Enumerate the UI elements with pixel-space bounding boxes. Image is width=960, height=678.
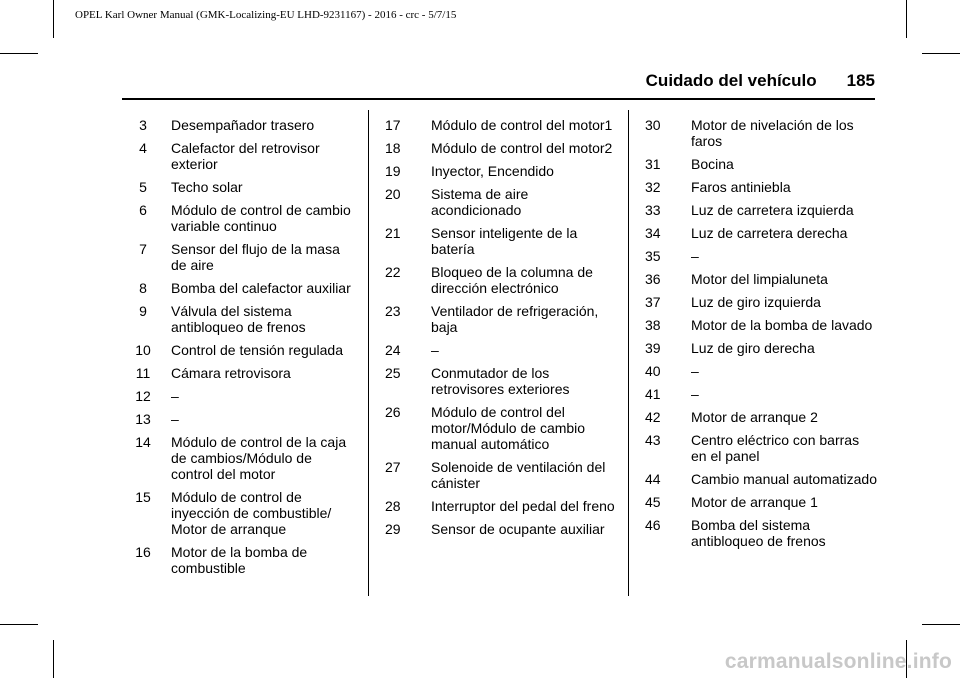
fuse-entry — [125, 342, 357, 358]
fuse-description: Techo solar — [171, 179, 243, 195]
fuse-description: Módulo de control de la caja de cambios/Módulo de control del motor — [171, 434, 347, 482]
fuse-description: Ventilador de refrigeración, baja — [431, 303, 599, 335]
fuse-number: 33 — [645, 202, 661, 218]
fuse-number: 7 — [139, 241, 147, 257]
fuse-description: Luz de giro izquierda — [691, 294, 821, 310]
fuse-description: Interruptor del pedal del freno — [431, 498, 615, 514]
fuse-entry — [385, 186, 617, 218]
fuse-number: 9 — [139, 303, 147, 319]
fuse-entry — [645, 225, 877, 241]
fuse-list-column-2 — [385, 117, 617, 544]
fuse-entry — [385, 163, 617, 179]
fuse-entry — [385, 117, 617, 133]
fuse-description: Módulo de control del motor1 — [431, 117, 613, 133]
crop-mark — [53, 0, 54, 38]
fuse-number: 3 — [139, 117, 147, 133]
fuse-description: Solenoide de ventilación del cánister — [431, 459, 606, 491]
fuse-entry — [125, 434, 357, 482]
fuse-description: Sensor inteligente de la batería — [431, 225, 578, 257]
fuse-entry — [125, 140, 357, 172]
page-number: 185 — [846, 71, 875, 90]
fuse-entry — [125, 280, 357, 296]
fuse-description: Motor de nivelación de los faros — [691, 117, 854, 149]
fuse-description: Motor de la bomba de combustible — [171, 544, 308, 576]
fuse-number: 41 — [645, 386, 661, 402]
fuse-entry — [125, 303, 357, 335]
fuse-entry — [385, 303, 617, 335]
fuse-description: Bomba del calefactor auxiliar — [171, 280, 351, 296]
fuse-number: 43 — [645, 432, 661, 448]
fuse-entry — [645, 340, 877, 356]
crop-mark — [922, 624, 960, 625]
fuse-entry — [125, 202, 357, 234]
fuse-entry — [645, 471, 877, 487]
fuse-entry — [645, 202, 877, 218]
fuse-entry — [645, 117, 877, 149]
fuse-number: 23 — [385, 303, 401, 319]
fuse-description: Luz de giro derecha — [691, 340, 815, 356]
fuse-number: 14 — [135, 434, 151, 450]
fuse-description: Módulo de control de cambio variable continuo — [171, 202, 351, 234]
fuse-number: 24 — [385, 342, 401, 358]
fuse-description: – — [691, 363, 699, 379]
fuse-description: Cambio manual automatizado — [691, 471, 877, 487]
fuse-number: 16 — [135, 544, 151, 560]
fuse-entry — [125, 544, 357, 576]
page-heading — [646, 71, 875, 91]
fuse-description: Sensor del flujo de la masa de aire — [171, 241, 340, 273]
fuse-entry — [385, 225, 617, 257]
fuse-number: 38 — [645, 317, 661, 333]
fuse-entry — [645, 294, 877, 310]
fuse-description: Centro eléctrico con barras en el panel — [691, 432, 860, 464]
fuse-description: Calefactor del retrovisor exterior — [171, 140, 320, 172]
fuse-entry — [645, 248, 877, 264]
fuse-entry — [385, 498, 617, 514]
fuse-number: 36 — [645, 271, 661, 287]
fuse-description: Sensor de ocupante auxiliar — [431, 521, 605, 537]
fuse-number: 8 — [139, 280, 147, 296]
fuse-description: Control de tensión regulada — [171, 342, 344, 358]
fuse-description: Bomba del sistema antibloqueo de frenos — [691, 517, 826, 549]
fuse-description: – — [431, 342, 439, 358]
fuse-description: – — [171, 411, 179, 427]
fuse-description: Faros antiniebla — [691, 179, 791, 195]
crop-mark — [53, 640, 54, 678]
fuse-description: Módulo de control del motor2 — [431, 140, 613, 156]
fuse-entry — [645, 271, 877, 287]
fuse-number: 19 — [385, 163, 401, 179]
fuse-entry — [125, 411, 357, 427]
column-divider — [628, 110, 629, 596]
fuse-number: 27 — [385, 459, 401, 475]
fuse-entry — [385, 521, 617, 537]
fuse-number: 20 — [385, 186, 401, 202]
fuse-entry — [645, 386, 877, 402]
fuse-number: 22 — [385, 264, 401, 280]
fuse-entry — [385, 365, 617, 397]
fuse-entry — [125, 241, 357, 273]
fuse-number: 34 — [645, 225, 661, 241]
fuse-description: Motor de arranque 1 — [691, 494, 818, 510]
fuse-description: Cámara retrovisora — [171, 365, 291, 381]
fuse-description: – — [691, 248, 699, 264]
fuse-entry — [645, 156, 877, 172]
fuse-description: Conmutador de los retrovisores exteriores — [431, 365, 570, 397]
fuse-description: Módulo de control de inyección de combustible/ Motor de arranque — [171, 489, 332, 537]
fuse-entry — [125, 388, 357, 404]
fuse-number: 11 — [135, 365, 151, 381]
fuse-number: 39 — [645, 340, 661, 356]
fuse-description: Bloqueo de la columna de dirección electrónico — [431, 264, 593, 296]
fuse-number: 12 — [135, 388, 151, 404]
fuse-number: 25 — [385, 365, 401, 381]
crop-mark — [922, 53, 960, 54]
fuse-description: Inyector, Encendido — [431, 163, 554, 179]
fuse-number: 4 — [139, 140, 147, 156]
fuse-number: 37 — [645, 294, 661, 310]
fuse-number: 18 — [385, 140, 401, 156]
crop-mark — [906, 0, 907, 38]
fuse-description: – — [691, 386, 699, 402]
fuse-number: 30 — [645, 117, 661, 133]
fuse-number: 26 — [385, 404, 401, 420]
fuse-entry — [385, 459, 617, 491]
crop-mark — [0, 624, 38, 625]
fuse-number: 28 — [385, 498, 401, 514]
fuse-description: Motor de la bomba de lavado — [691, 317, 873, 333]
fuse-number: 17 — [385, 117, 401, 133]
fuse-entry — [125, 179, 357, 195]
fuse-entry — [385, 404, 617, 452]
fuse-number: 31 — [645, 156, 661, 172]
fuse-number: 10 — [135, 342, 151, 358]
print-header: OPEL Karl Owner Manual (GMK-Localizing-EU LHD-9231167) - 2016 - crc - 5/7/15 — [75, 9, 457, 21]
fuse-entry — [385, 140, 617, 156]
fuse-description: Desempañador trasero — [171, 117, 315, 133]
fuse-description: Módulo de control del motor/Módulo de cambio manual automático — [431, 404, 586, 452]
fuse-number: 5 — [139, 179, 147, 195]
header-rule — [122, 98, 875, 100]
fuse-number: 40 — [645, 363, 661, 379]
fuse-number: 44 — [645, 471, 661, 487]
fuse-entry — [385, 342, 617, 358]
watermark: carmanualsonline.info — [724, 650, 952, 673]
fuse-number: 13 — [135, 411, 151, 427]
fuse-description: Motor de arranque 2 — [691, 409, 818, 425]
fuse-entry — [645, 363, 877, 379]
fuse-entry — [645, 409, 877, 425]
fuse-number: 42 — [645, 409, 661, 425]
fuse-entry — [125, 365, 357, 381]
fuse-entry — [385, 264, 617, 296]
fuse-list-column-3 — [645, 117, 877, 556]
fuse-description: Bocina — [691, 156, 734, 172]
fuse-entry — [645, 432, 877, 464]
fuse-number: 29 — [385, 521, 401, 537]
fuse-entry — [645, 517, 877, 549]
fuse-entry — [125, 117, 357, 133]
fuse-number: 45 — [645, 494, 661, 510]
fuse-number: 32 — [645, 179, 661, 195]
fuse-number: 15 — [135, 489, 151, 505]
fuse-description: – — [171, 388, 179, 404]
fuse-entry — [645, 179, 877, 195]
fuse-entry — [125, 489, 357, 537]
fuse-description: Sistema de aire acondicionado — [431, 186, 529, 218]
fuse-number: 6 — [139, 202, 147, 218]
fuse-entry — [645, 317, 877, 333]
column-divider — [368, 110, 369, 596]
fuse-entry — [645, 494, 877, 510]
crop-mark — [0, 53, 38, 54]
section-title: Cuidado del vehículo — [645, 71, 817, 90]
fuse-number: 21 — [385, 225, 401, 241]
fuse-description: Motor del limpialuneta — [691, 271, 828, 287]
fuse-list-column-1 — [125, 117, 357, 583]
fuse-description: Válvula del sistema antibloqueo de frenos — [171, 303, 306, 335]
fuse-number: 46 — [645, 517, 661, 533]
fuse-description: Luz de carretera izquierda — [691, 202, 854, 218]
fuse-number: 35 — [645, 248, 661, 264]
fuse-description: Luz de carretera derecha — [691, 225, 848, 241]
